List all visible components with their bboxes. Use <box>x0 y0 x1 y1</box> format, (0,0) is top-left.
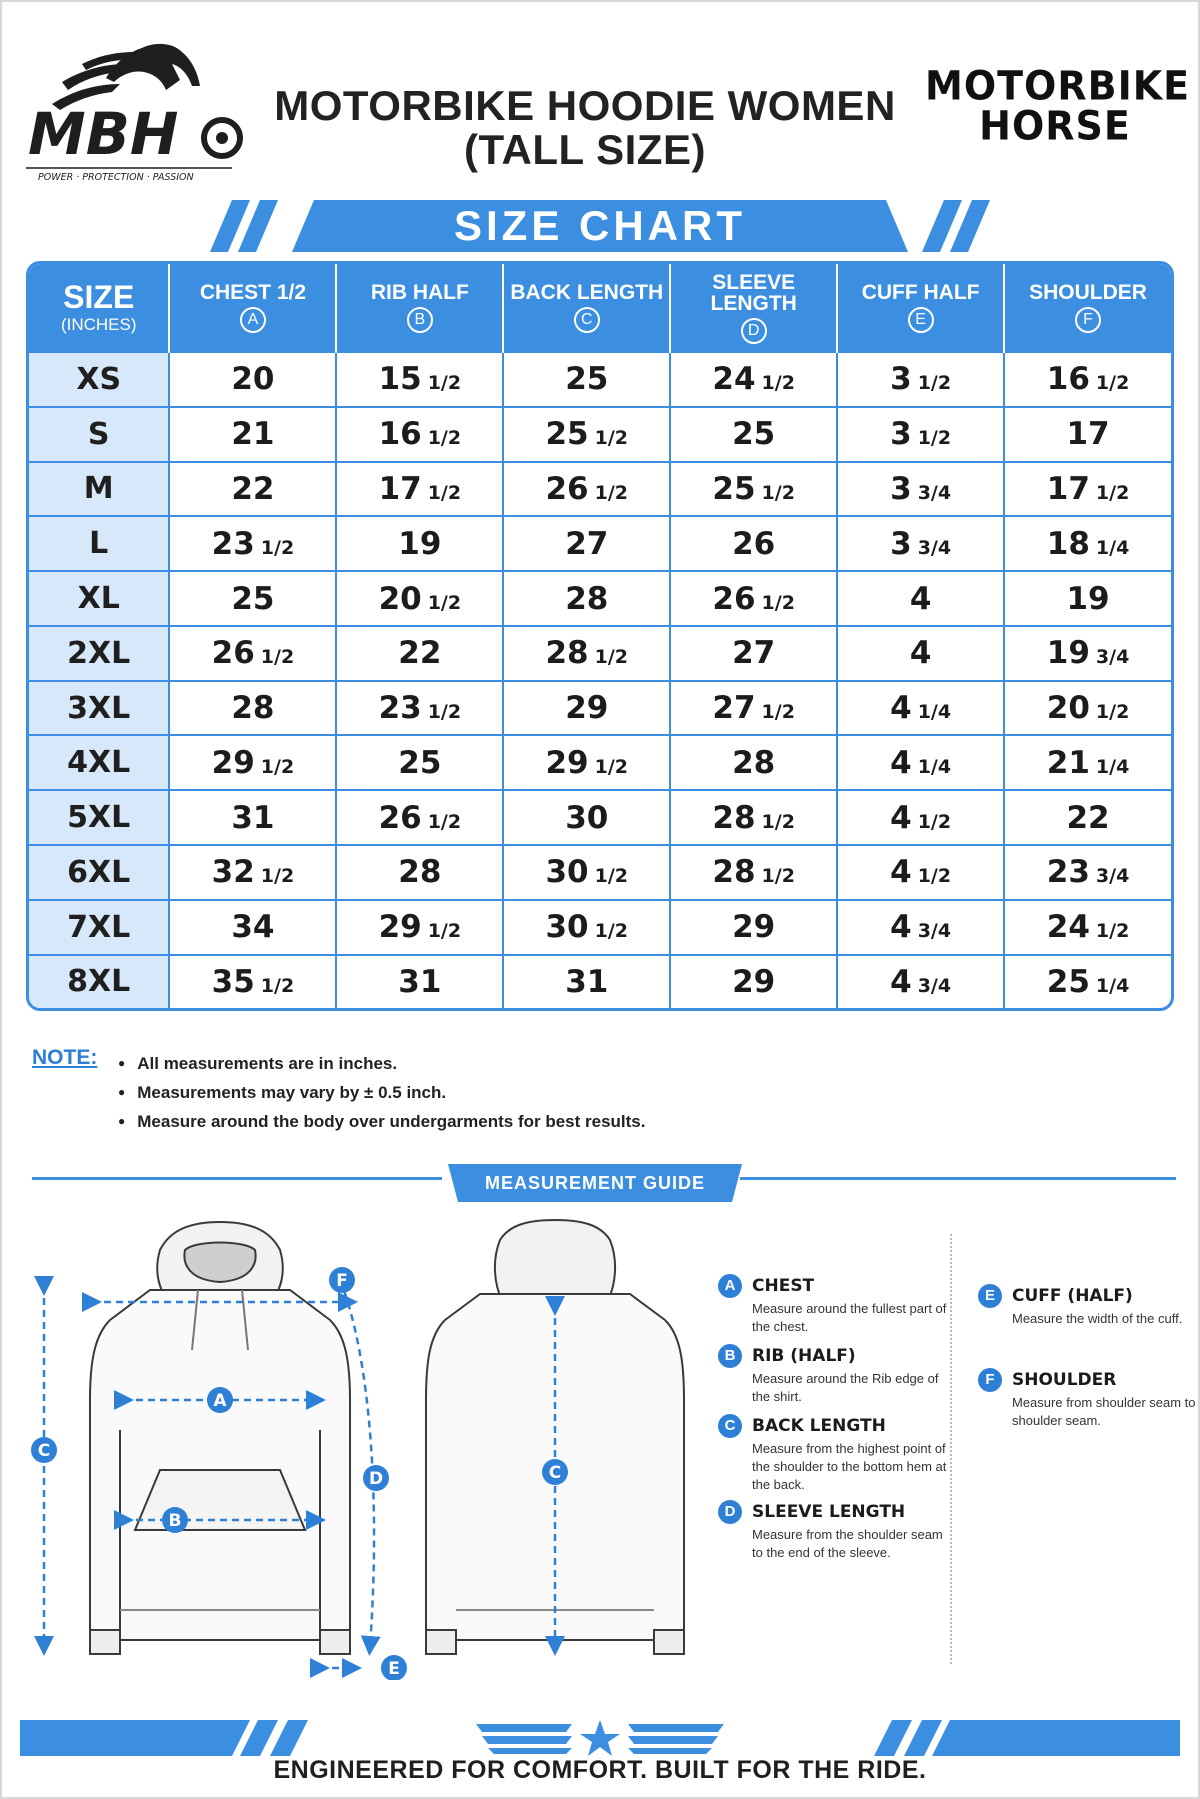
measurement-whole: 29 <box>545 744 589 781</box>
measurement-fraction: 1/2 <box>1095 701 1130 724</box>
measurement-whole: 24 <box>712 361 756 398</box>
measurement-whole: 25 <box>398 744 442 781</box>
measurement-whole: 26 <box>712 580 756 617</box>
measurement-fraction: 1/2 <box>594 865 629 888</box>
measurement-cell <box>1004 900 1171 955</box>
measurement-cell <box>837 407 1004 462</box>
measurement-fraction: 3/4 <box>917 536 952 559</box>
legend-letter-badge: C <box>718 1414 742 1438</box>
measurement-cell <box>336 681 503 736</box>
measurement-whole: 20 <box>231 361 275 398</box>
measurement-fraction: 1/2 <box>761 701 795 724</box>
measurement-fraction: 1/4 <box>917 755 952 778</box>
measurement-fraction: 1/2 <box>761 372 795 395</box>
measurement-whole: 21 <box>231 416 275 453</box>
measurement-cell <box>1004 516 1171 571</box>
measurement-fraction: 1/2 <box>427 920 462 943</box>
measurement-whole: 17 <box>378 470 422 507</box>
measurement-fraction: 1/4 <box>1095 974 1130 997</box>
column-letter-badge: F <box>1075 307 1101 333</box>
measurement-whole: 25 <box>712 470 756 507</box>
measurement-whole: 29 <box>732 963 776 1000</box>
footer-tagline: ENGINEERED FOR COMFORT. BUILT FOR THE RIDE. <box>273 1756 927 1784</box>
measurement-fraction: 1/2 <box>917 865 952 888</box>
measurement-fraction: 1/2 <box>594 646 629 669</box>
table-row <box>29 462 1171 517</box>
measurement-fraction: 3/4 <box>1095 865 1130 888</box>
measurement-cell <box>837 735 1004 790</box>
measurement-cell <box>503 571 670 626</box>
size-column-header <box>29 264 169 352</box>
measurement-whole: 25 <box>1046 963 1090 1000</box>
measurement-cell <box>670 790 837 845</box>
measurement-cell <box>837 955 1004 1008</box>
legend-title: BACK LENGTH <box>752 1416 886 1436</box>
size-cell: 7XL <box>29 900 169 955</box>
measurement-whole: 3 <box>890 361 912 398</box>
measurement-cell <box>169 955 336 1008</box>
measurement-whole: 30 <box>565 799 609 836</box>
measurement-fraction: 1/2 <box>1095 372 1130 395</box>
measurement-fraction: 1/2 <box>594 427 629 450</box>
measurement-fraction: 1/2 <box>594 920 629 943</box>
measurement-cell <box>503 352 670 407</box>
measurement-whole: 31 <box>231 799 275 836</box>
measurement-cell <box>503 955 670 1008</box>
measurement-fraction: 1/2 <box>594 755 629 778</box>
measurement-whole: 25 <box>732 416 776 453</box>
measurement-cell <box>1004 681 1171 736</box>
measurement-whole: 25 <box>565 361 609 398</box>
measurement-whole: 31 <box>565 963 609 1000</box>
table-row <box>29 900 1171 955</box>
column-letter-badge: A <box>240 307 266 333</box>
measurement-cell <box>503 681 670 736</box>
measurement-whole: 28 <box>712 799 756 836</box>
measurement-whole: 28 <box>231 690 275 727</box>
measurement-whole: 29 <box>732 909 776 946</box>
column-header-f <box>1004 264 1171 352</box>
measurement-cell <box>169 900 336 955</box>
column-header-label: RIB HALF <box>370 281 469 304</box>
brand-line-2: HORSE <box>979 102 1131 150</box>
measurement-whole: 29 <box>378 909 422 946</box>
size-chart-title: SIZE CHART <box>454 202 746 249</box>
measurement-whole: 4 <box>890 909 912 946</box>
measurement-whole: 28 <box>565 580 609 617</box>
note-item: ● All measurements are in inches. <box>118 1050 645 1079</box>
legend-description: Measure around the fullest part of the chest. <box>752 1301 947 1334</box>
measurement-cell <box>1004 407 1171 462</box>
front-hoodie <box>90 1222 350 1654</box>
table-row <box>29 681 1171 736</box>
table-row <box>29 626 1171 681</box>
measurement-cell <box>670 955 837 1008</box>
table-header-row <box>29 264 1171 352</box>
guide-title: MEASUREMENT GUIDE <box>484 1173 705 1193</box>
measurement-cell <box>503 462 670 517</box>
column-header-label: CUFF HALF <box>861 281 980 304</box>
measurement-whole: 22 <box>1066 799 1110 836</box>
size-cell: XS <box>29 352 169 407</box>
measurement-fraction: 3/4 <box>917 974 952 997</box>
measurement-cell <box>336 407 503 462</box>
measurement-whole: 4 <box>890 690 912 727</box>
measurement-cell <box>503 900 670 955</box>
mbh-logo <box>22 34 252 184</box>
measurement-cell <box>670 681 837 736</box>
column-letter-badge: B <box>407 307 433 333</box>
measurement-cell <box>336 790 503 845</box>
measurement-whole: 17 <box>1066 416 1110 453</box>
measurement-whole: 22 <box>398 635 442 672</box>
measurement-whole: 16 <box>1046 361 1090 398</box>
table-row <box>29 955 1171 1008</box>
measurement-fraction: 1/2 <box>1095 920 1130 943</box>
column-header-label: SLEEVE LENGTH <box>710 270 797 315</box>
measurement-whole: 4 <box>890 854 912 891</box>
title-line-1: MOTORBIKE HOODIE WOMEN <box>274 82 896 129</box>
column-header-label: BACK LENGTH <box>510 281 664 304</box>
measurement-whole: 15 <box>378 361 422 398</box>
guide-rule-right <box>740 1177 1176 1180</box>
size-unit-label: (INCHES) <box>60 315 137 334</box>
page-title <box>260 84 910 172</box>
measurement-whole: 19 <box>1066 580 1110 617</box>
measurement-fraction: 3/4 <box>917 481 952 504</box>
measurement-cell <box>670 735 837 790</box>
measurement-cell <box>1004 352 1171 407</box>
measurement-cell <box>1004 626 1171 681</box>
measurement-whole: 4 <box>890 744 912 781</box>
measurement-whole: 3 <box>890 525 912 562</box>
measurement-fraction: 1/2 <box>761 865 795 888</box>
measurement-fraction: 1/2 <box>917 427 952 450</box>
measurement-fraction: 1/2 <box>260 974 295 997</box>
measurement-cell <box>336 955 503 1008</box>
svg-text:C: C <box>548 1463 562 1483</box>
measurement-cell <box>670 845 837 900</box>
measurement-cell <box>503 790 670 845</box>
table-row <box>29 516 1171 571</box>
title-line-2: (TALL SIZE) <box>464 126 706 173</box>
legend-description: Measure from shoulder seam to shoulder seam. <box>1012 1395 1196 1428</box>
measurement-fraction: 3/4 <box>1095 646 1130 669</box>
size-cell: 3XL <box>29 681 169 736</box>
measurement-cell <box>169 681 336 736</box>
measurement-fraction: 3/4 <box>917 920 952 943</box>
measurement-fraction: 1/2 <box>427 810 462 833</box>
measurement-cell <box>670 516 837 571</box>
measurement-fraction: 1/2 <box>427 481 462 504</box>
measurement-fraction: 1/2 <box>761 591 795 614</box>
measurement-cell <box>336 352 503 407</box>
size-cell: XL <box>29 571 169 626</box>
legend-title: SLEEVE LENGTH <box>752 1502 906 1522</box>
hoodie-illustrations <box>20 1210 720 1680</box>
size-cell: 6XL <box>29 845 169 900</box>
measurement-whole: 26 <box>211 635 255 672</box>
table-row <box>29 845 1171 900</box>
svg-text:A: A <box>213 1391 227 1411</box>
measurement-cell <box>169 407 336 462</box>
table-row <box>29 571 1171 626</box>
measurement-cell <box>169 352 336 407</box>
measurement-whole: 23 <box>211 525 255 562</box>
column-letter-badge: D <box>741 318 767 344</box>
measurement-cell <box>670 352 837 407</box>
column-letter-badge: C <box>574 307 600 333</box>
measurement-fraction: 1/2 <box>427 591 462 614</box>
size-cell: 5XL <box>29 790 169 845</box>
measurement-cell <box>503 735 670 790</box>
measurement-fraction: 1/2 <box>260 536 295 559</box>
measurement-whole: 19 <box>1046 635 1090 672</box>
measurement-whole: 18 <box>1046 525 1090 562</box>
svg-text:D: D <box>368 1469 384 1489</box>
measurement-whole: 26 <box>545 470 589 507</box>
size-header-label: SIZE <box>63 279 135 315</box>
logo-tagline: POWER · PROTECTION · PASSION <box>38 172 194 183</box>
measurement-whole: 31 <box>398 963 442 1000</box>
table-row <box>29 790 1171 845</box>
measurement-cell <box>169 845 336 900</box>
measurement-whole: 29 <box>211 744 255 781</box>
measurement-whole: 26 <box>378 799 422 836</box>
measurement-fraction: 1/2 <box>917 372 952 395</box>
measurement-cell <box>670 626 837 681</box>
measurement-cell <box>503 626 670 681</box>
measurement-fraction: 1/4 <box>1095 755 1130 778</box>
measurement-whole: 24 <box>1046 909 1090 946</box>
legend-letter-badge: D <box>718 1500 742 1524</box>
legend-letter-badge: B <box>718 1344 742 1368</box>
measurement-cell <box>837 626 1004 681</box>
measurement-cell <box>1004 955 1171 1008</box>
logo-mark: MBH <box>28 100 179 168</box>
notes-list <box>118 1050 645 1137</box>
column-letter-badge: E <box>908 307 934 333</box>
measurement-whole: 32 <box>211 854 255 891</box>
measurement-cell <box>169 626 336 681</box>
size-cell: L <box>29 516 169 571</box>
measurement-whole: 26 <box>732 525 776 562</box>
note-label: NOTE: <box>32 1046 98 1069</box>
measurement-whole: 19 <box>398 525 442 562</box>
measurement-whole: 21 <box>1046 744 1090 781</box>
svg-text:C: C <box>37 1441 51 1461</box>
measurement-cell <box>503 516 670 571</box>
size-cell: 4XL <box>29 735 169 790</box>
column-header-c <box>503 264 670 352</box>
legend-letter-badge: E <box>978 1284 1002 1308</box>
measurement-whole: 27 <box>565 525 609 562</box>
legend-title: CHEST <box>752 1276 815 1296</box>
measurement-whole: 4 <box>909 635 932 672</box>
measurement-fraction: 1/2 <box>761 481 795 504</box>
legend-title: CUFF (HALF) <box>1012 1286 1133 1306</box>
measurement-fraction: 1/4 <box>1095 536 1130 559</box>
footer-bar <box>20 1720 1180 1756</box>
measurement-cell <box>837 790 1004 845</box>
measurement-whole: 25 <box>231 580 275 617</box>
measurement-cell <box>837 516 1004 571</box>
measurement-cell <box>503 407 670 462</box>
size-cell: 2XL <box>29 626 169 681</box>
measurement-cell <box>837 571 1004 626</box>
table-row <box>29 735 1171 790</box>
measurement-fraction: 1/2 <box>260 646 295 669</box>
measurement-fraction: 1/4 <box>917 701 952 724</box>
measurement-cell <box>169 571 336 626</box>
measurement-cell <box>1004 571 1171 626</box>
legend-description: Measure the width of the cuff. <box>1012 1311 1183 1326</box>
measurement-whole: 3 <box>890 416 912 453</box>
measurement-whole: 17 <box>1046 470 1090 507</box>
legend-description: Measure around the Rib edge of the shirt. <box>752 1371 939 1404</box>
measurement-whole: 27 <box>732 635 776 672</box>
measurement-cell <box>670 571 837 626</box>
note-item: ● Measurements may vary by ± 0.5 inch. <box>118 1079 645 1108</box>
brand-line-1: MOTORBIKE <box>925 62 1191 110</box>
measurement-whole: 4 <box>890 799 912 836</box>
measurement-fraction: 1/2 <box>1095 481 1130 504</box>
measurement-fraction: 1/2 <box>427 427 462 450</box>
measurement-whole: 25 <box>545 416 589 453</box>
measurement-cell <box>837 900 1004 955</box>
svg-text:E: E <box>388 1659 400 1679</box>
measurement-cell <box>169 790 336 845</box>
measurement-whole: 34 <box>231 909 275 946</box>
measurement-fraction: 1/2 <box>594 481 629 504</box>
svg-text:F: F <box>336 1271 348 1291</box>
legend-title: RIB (HALF) <box>752 1346 856 1366</box>
table-row <box>29 352 1171 407</box>
measurement-fraction: 1/2 <box>917 810 952 833</box>
measurement-cell <box>336 626 503 681</box>
measurement-whole: 22 <box>231 470 275 507</box>
measurement-whole: 28 <box>398 854 442 891</box>
measurement-whole: 23 <box>1046 854 1090 891</box>
measurement-whole: 28 <box>712 854 756 891</box>
measurement-cell <box>837 845 1004 900</box>
measurement-cell <box>169 516 336 571</box>
measurement-cell <box>837 352 1004 407</box>
size-cell: 8XL <box>29 955 169 1008</box>
measurement-cell <box>503 845 670 900</box>
column-header-e <box>837 264 1004 352</box>
measurement-fraction: 1/2 <box>761 810 795 833</box>
measurement-cell <box>336 571 503 626</box>
svg-text:B: B <box>168 1511 182 1531</box>
measurement-cell <box>670 900 837 955</box>
measurement-cell <box>336 735 503 790</box>
size-cell: M <box>29 462 169 517</box>
measurement-whole: 28 <box>545 635 589 672</box>
measurement-whole: 23 <box>378 690 422 727</box>
measurement-cell <box>837 462 1004 517</box>
measurement-whole: 4 <box>909 580 932 617</box>
measurement-cell <box>1004 790 1171 845</box>
size-table <box>26 261 1174 1011</box>
measurement-whole: 28 <box>732 744 776 781</box>
legend-letter-badge: F <box>978 1368 1002 1392</box>
measurement-fraction: 1/2 <box>260 865 295 888</box>
legend-title: SHOULDER <box>1012 1370 1117 1390</box>
column-header-label: SHOULDER <box>1029 281 1147 304</box>
guide-rule-left <box>32 1177 442 1180</box>
measurement-whole: 16 <box>378 416 422 453</box>
note-item: ● Measure around the body over undergarments for best results. <box>118 1108 645 1137</box>
measurement-whole: 20 <box>1046 690 1090 727</box>
measurement-cell <box>837 681 1004 736</box>
measurement-whole: 30 <box>545 909 589 946</box>
measurement-whole: 20 <box>378 580 422 617</box>
measurement-cell <box>670 407 837 462</box>
measurement-whole: 27 <box>712 690 756 727</box>
measurement-cell <box>1004 462 1171 517</box>
legend-description: Measure from the highest point of the shoulder to the bottom hem at the back. <box>752 1441 947 1492</box>
measurement-cell <box>169 462 336 517</box>
measurement-cell <box>336 900 503 955</box>
measurement-cell <box>336 845 503 900</box>
measurement-cell <box>1004 735 1171 790</box>
measurement-fraction: 1/2 <box>427 701 462 724</box>
measurement-fraction: 1/2 <box>260 755 295 778</box>
column-header-a <box>169 264 336 352</box>
measurement-cell <box>169 735 336 790</box>
column-header-b <box>336 264 503 352</box>
measurement-whole: 4 <box>890 963 912 1000</box>
measurement-whole: 29 <box>565 690 609 727</box>
measurement-whole: 3 <box>890 470 912 507</box>
size-cell: S <box>29 407 169 462</box>
legend-description: Measure from the shoulder seam to the end of the sleeve. <box>752 1527 943 1560</box>
table-row <box>29 407 1171 462</box>
measurement-cell <box>336 462 503 517</box>
measurement-cell <box>336 516 503 571</box>
legend-letter-badge: A <box>718 1274 742 1298</box>
brand-wordmark <box>925 62 1191 150</box>
column-header-label: CHEST 1/2 <box>199 281 307 304</box>
measurement-fraction: 1/2 <box>427 372 462 395</box>
column-header-d <box>670 264 837 352</box>
measurement-whole: 35 <box>211 963 255 1000</box>
measurement-cell <box>670 462 837 517</box>
measurement-whole: 30 <box>545 854 589 891</box>
measurement-cell <box>1004 845 1171 900</box>
